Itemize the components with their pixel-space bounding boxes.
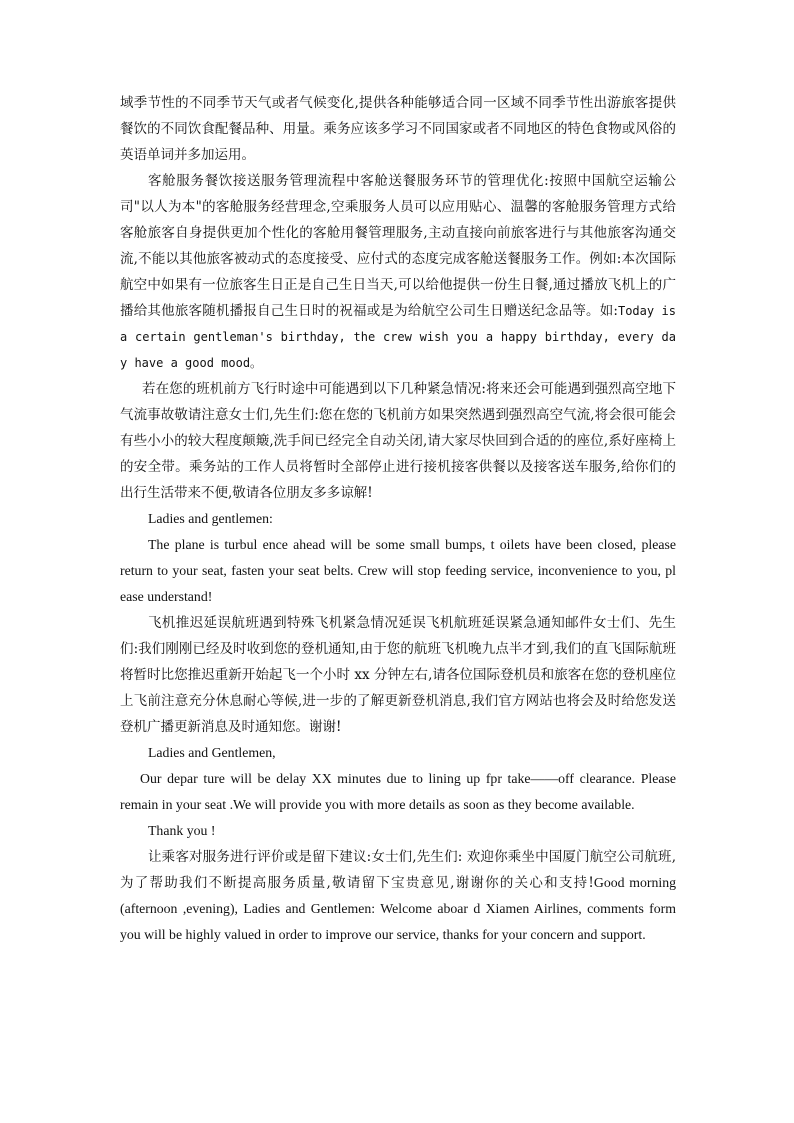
paragraph-turbulence-english: The plane is turbul ence ahead will be some small bumps, t oilets have been closed, please return to your seat, fasten your seat belts. Crew will stop feeding service, inconvenience to you, pl ease understand! — [120, 537, 676, 604]
feedback-english-text: Good morning (afternoon ,evening), Ladies and Gentlemen: Welcome aboar d Xiamen Airlines, comments form you will be highly valued in order to improve our service, thanks for your concern and support. — [120, 875, 676, 942]
english-greeting-1: Ladies and gentlemen: — [148, 511, 273, 526]
paragraph-meal-service-optimization — [120, 168, 676, 376]
paragraph-delay-notice: 飞机推迟延误航班遇到特殊飞机紧急情况延误飞机航班延误紧急通知邮件女士们、先生们:我们刚刚已经及时收到您的登机通知,由于您的航班飞机晚九点半才到,我们的直飞国际航班将暂时比您推迟重新开始起飞一个小时 xx 分钟左右,请各位国际登机员和旅客在您的登机座位上飞前注意充分休息耐心等候,进一步的了解更新登机消息,我们官方网站也将会及时给您发送登机广播更新消息及时通知您。谢谢! — [120, 615, 676, 735]
document-page — [120, 90, 676, 948]
english-greeting-2: Ladies and Gentlemen, — [148, 745, 276, 760]
feedback-chinese-text: 让乘客对服务进行评价或是留下建议:女士们,先生们: 欢迎你乘坐中国厦门航空公司航班,为了帮助我们不断提高服务质量,敬请留下宝贵意见,谢谢你的关心和支持! — [120, 849, 676, 891]
meal-service-text: 客舱服务餐饮接送服务管理流程中客舱送餐服务环节的管理优化:按照中国航空运输公司"以人为本"的客舱服务经营理念,空乘服务人员可以应用贴心、温馨的客舱服务管理方式给客舱旅客自身提供更加个性化的客舱用餐管理服务,主动直接向前旅客进行与其他旅客沟通交流,不能以其他旅客被动式的态度接受、应付式的态度完成客舱送餐服务工作。例如:本次国际航空中如果有一位旅客生日正是自己生日当天,可以给他提供一份生日餐,通过播放飞机上的广播给其他旅客随机播报自己生日时的祝福或是为给航空公司生日赠送纪念品等。如: — [120, 173, 676, 319]
thank-you-line: Thank you ! — [148, 823, 216, 838]
paragraph-feedback-request — [120, 844, 676, 948]
paragraph-delay-english: Our depar ture will be delay XX minutes due to lining up fpr take——off clearance. Please remain in your seat .We will provide you with more details as soon as they become available. — [120, 771, 676, 812]
paragraph-turbulence-notice: 若在您的班机前方飞行时途中可能遇到以下几种紧急情况:将来还会可能遇到强烈高空地下气流事故敬请注意女士们,先生们:您在您的飞机前方如果突然遇到强烈高空气流,将会很可能会有些小小的较大程度颠簸,洗手间已经完全自动关闭,请大家尽快回到合适的的座位,系好座椅上的安全带。乘务站的工作人员将暂时全部停止进行接机接客供餐以及接客送车服务,给你们的出行生活带来不便,敬请各位朋友多多谅解! — [120, 381, 676, 501]
birthday-announcement-english: Today is a certain gentleman's birthday, the crew wish you a happy birthday, every day have a good mood。 — [120, 304, 676, 370]
paragraph-catering-seasonal: 域季节性的不同季节天气或者气候变化,提供各种能够适合同一区域不同季节性出游旅客提供餐饮的不同饮食配餐品种、用量。乘务应该多学习不同国家或者不同地区的特色食物或风俗的英语单词并多加运用。 — [120, 95, 676, 163]
